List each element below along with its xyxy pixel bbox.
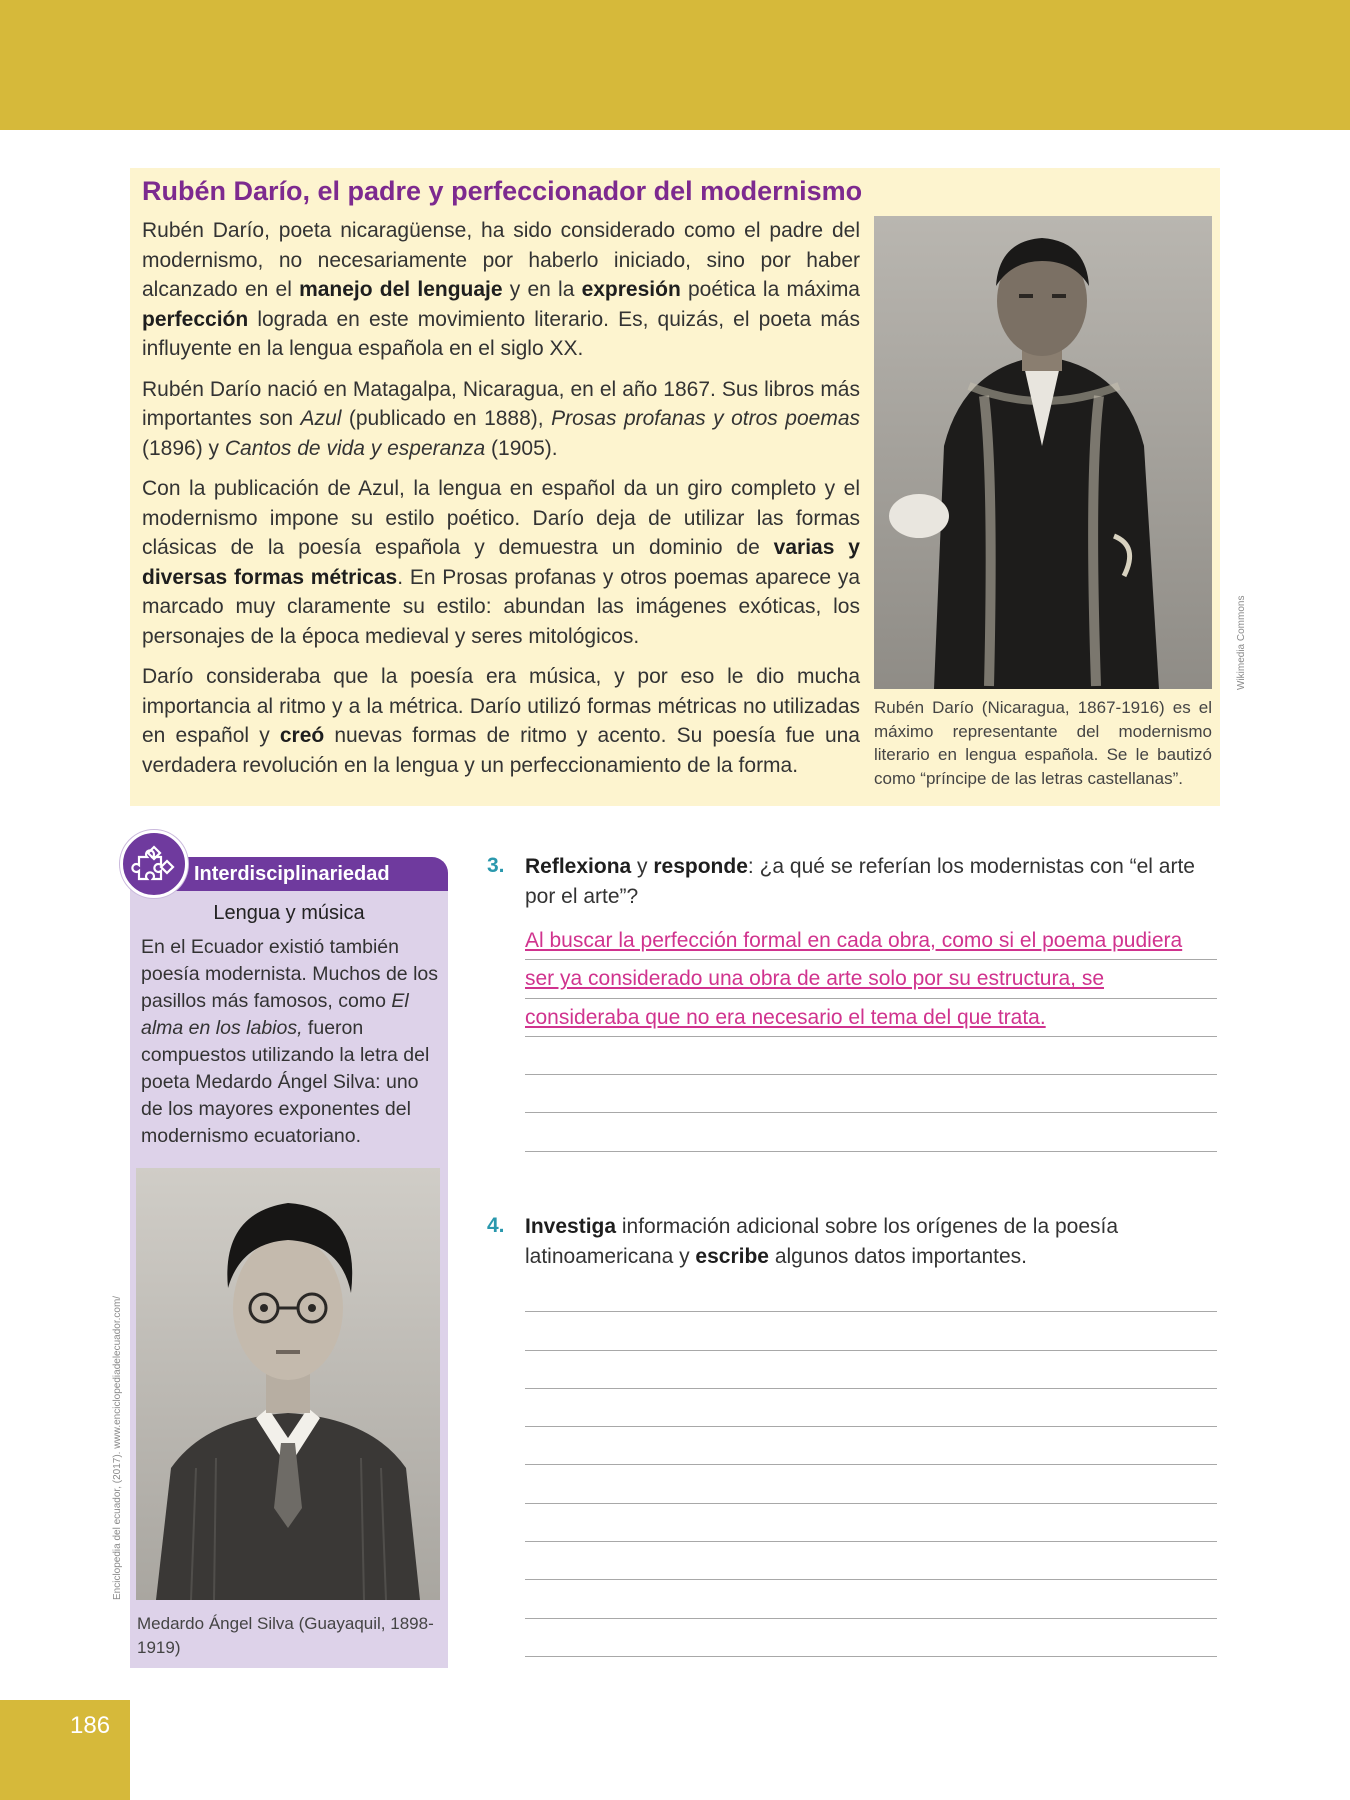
answer-line [525, 1037, 1217, 1075]
interdisciplinary-title: Interdisciplinariedad [194, 863, 390, 885]
blank-line[interactable] [525, 1580, 1217, 1618]
dario-caption: Rubén Darío (Nicaragua, 1867-1916) es el máximo representante del modernismo literario en lengua española. Se le bautizó como “príncipe de las letras castellanas”. [874, 698, 1212, 788]
photo-credit-enciclopedia: Enciclopedia del ecuador, (2017). www.enciclopediadelecuador.com/ [112, 1295, 123, 1600]
answer-line [525, 1075, 1217, 1113]
activity-3-answer[interactable]: Al buscar la perfección formal en cada obra, como si el poema pudiera ser ya considerado una obra de arte solo por su estructura, se consideraba que no era necesario el tema del que trata. [525, 929, 1183, 1029]
puzzle-icon-glyph [123, 833, 185, 895]
blank-line[interactable] [525, 1312, 1217, 1350]
blank-line[interactable] [525, 1389, 1217, 1427]
paragraph-4: Darío consideraba que la poesía era música, y por eso le dio mucha importancia al ritmo y a la métrica. Darío utilizó formas métricas no utilizadas en español y creó nuevas formas de ritmo y acento. Su poesía fue una verdadera revolución en la lengua y un perfeccionamiento de la forma. [142, 665, 860, 777]
answer-line [525, 1113, 1217, 1151]
interdisciplinary-text: En el Ecuador existió también poesía modernista. Muchos de los pasillos más famosos, como El alma en los labios, fueron compuestos utilizando la letra del poeta Medardo Ángel Silva: uno de los mayores exponentes del modernismo ecuatoriano. [141, 936, 438, 1147]
section-title: Rubén Darío, el padre y perfeccionador del modernismo [142, 176, 863, 206]
activity-3-prompt: Reflexiona y responde: ¿a qué se referían los modernistas con “el arte por el arte”? [525, 855, 1195, 908]
silva-portrait-illustration [136, 1168, 440, 1600]
silva-portrait [136, 1168, 440, 1600]
puzzle-icon [120, 830, 188, 898]
activity-4-number: 4. [487, 1214, 505, 1237]
page-number-tab [0, 1700, 130, 1800]
paragraph-3: Con la publicación de Azul, la lengua en español da un giro completo y el modernismo impone su estilo poético. Darío deja de utilizar las formas clásicas de la poesía española y demuestra un dominio de varias y diversas formas métricas. En Prosas profanas y otros poemas aparece ya marcado muy claramente su estilo: abundan las imágenes exóticas, los personajes de la época medieval y seres mitológicos. [142, 477, 860, 648]
blank-line[interactable] [525, 1465, 1217, 1503]
activity-3-number: 3. [487, 854, 505, 877]
blank-line[interactable] [525, 1504, 1217, 1542]
info-box [130, 168, 1220, 806]
blank-line[interactable] [525, 1542, 1217, 1580]
header-band [0, 0, 1350, 130]
blank-line[interactable] [525, 1619, 1217, 1657]
activity-4-answer-lines[interactable] [525, 1274, 1217, 1657]
interdisciplinary-subtitle: Lengua y música [213, 902, 365, 924]
paragraph-1: Rubén Darío, poeta nicaragüense, ha sido considerado como el padre del modernismo, no necesariamente por haberlo iniciado, sino por haber alcanzado en el manejo del lenguaje y en la expresión poética la máxima perfección lograda en este movimiento literario. Es, quizás, el poeta más influyente en la lengua española en el siglo XX. [142, 219, 860, 360]
dario-portrait-illustration [874, 216, 1212, 689]
photo-credit-wikimedia: Wikimedia Commons [1236, 595, 1247, 690]
blank-line[interactable] [525, 1274, 1217, 1312]
activity-4-prompt: Investiga información adicional sobre los orígenes de la poesía latinoamericana y escribe algunos datos importantes. [525, 1215, 1119, 1268]
paragraph-2: Rubén Darío nació en Matagalpa, Nicaragua, en el año 1867. Sus libros más importantes son Azul (publicado en 1888), Prosas profanas y otros poemas (1896) y Cantos de vida y esperanza (1905). [142, 377, 860, 460]
blank-line[interactable] [525, 1427, 1217, 1465]
page-number: 186 [70, 1712, 111, 1739]
info-text [142, 216, 860, 791]
silva-caption: Medardo Ángel Silva (Guayaquil, 1898-1919) [137, 1614, 434, 1657]
blank-line[interactable] [525, 1351, 1217, 1389]
dario-portrait [874, 216, 1212, 689]
